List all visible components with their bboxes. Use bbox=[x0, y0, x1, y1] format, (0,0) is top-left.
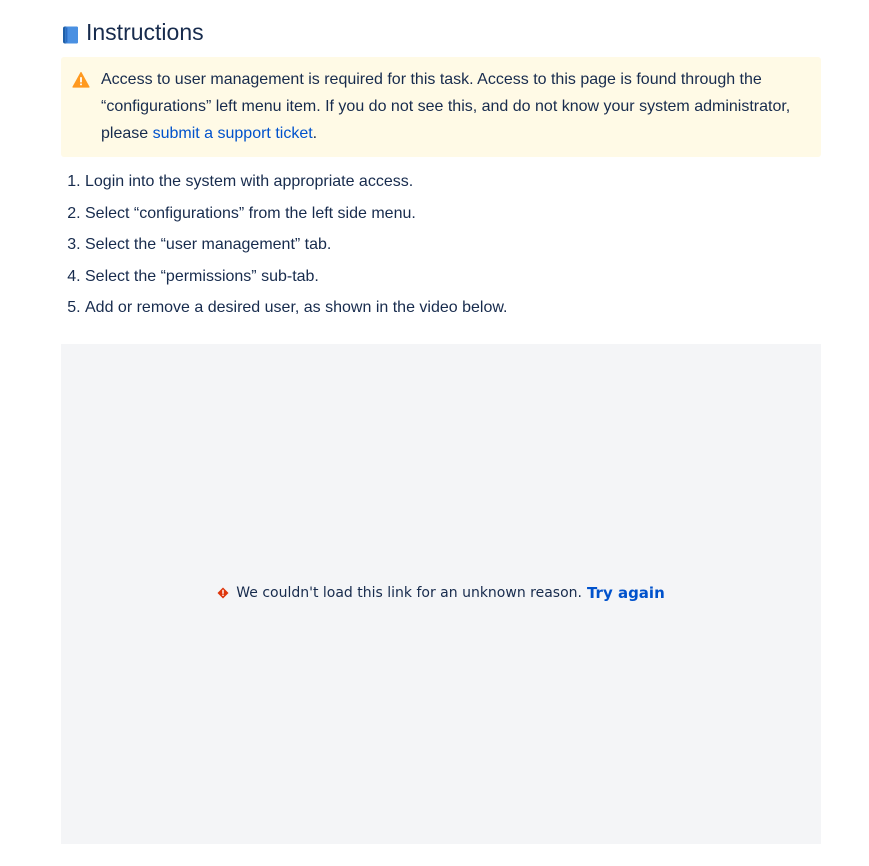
page-title: Instructions bbox=[86, 18, 204, 45]
instruction-steps bbox=[61, 166, 507, 324]
warning-icon bbox=[72, 71, 90, 89]
page-heading bbox=[61, 16, 204, 48]
error-diamond-icon bbox=[217, 587, 229, 599]
warning-text-end: . bbox=[312, 125, 318, 142]
error-message: We couldn't load this link for an unknown reason. bbox=[236, 585, 582, 601]
warning-message bbox=[101, 66, 811, 147]
blue-book-icon bbox=[61, 24, 81, 44]
step-item: 5. Add or remove a desired user, as shown in the video below. bbox=[85, 292, 507, 324]
embed-error bbox=[61, 584, 821, 602]
warning-panel bbox=[61, 57, 821, 157]
try-again-link[interactable]: Try again bbox=[586, 584, 665, 602]
step-item: 3. Select the “user management” tab. bbox=[85, 229, 507, 261]
step-item: 1. Login into the system with appropriate access. bbox=[85, 166, 507, 198]
support-ticket-link[interactable]: submit a support ticket bbox=[152, 125, 313, 142]
warning-text: Access to user management is required for this task. Access to this page is found through the “configurations” left menu item. If you do not see this, and do not know your system administrator, please bbox=[101, 71, 791, 142]
video-embed bbox=[61, 344, 821, 844]
step-item: 4. Select the “permissions” sub-tab. bbox=[85, 261, 507, 293]
step-item: 2. Select “configurations” from the left side menu. bbox=[85, 198, 507, 230]
